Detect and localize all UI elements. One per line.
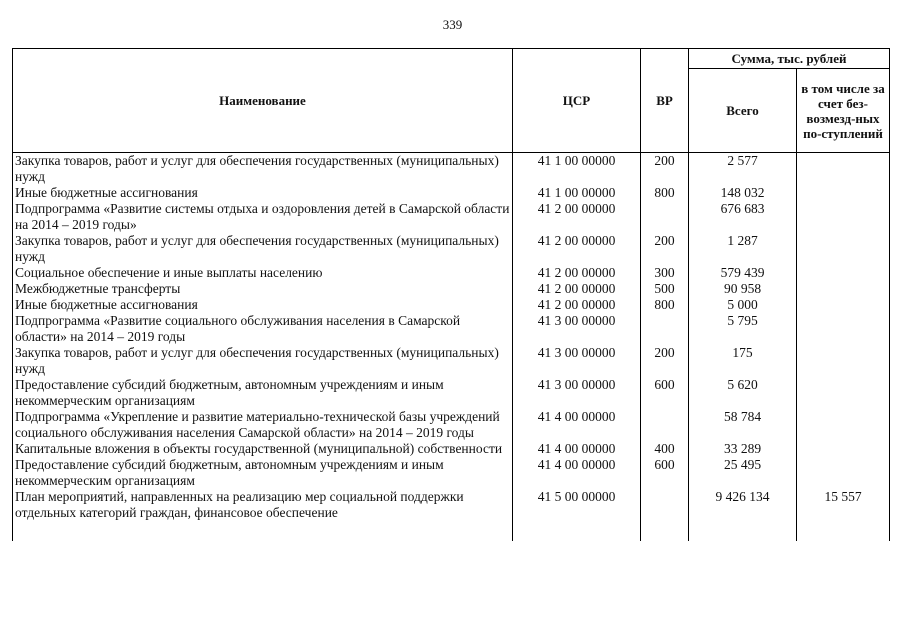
header-name: Наименование [13, 49, 513, 153]
cell-name: Закупка товаров, работ и услуг для обеспечения государственных (муниципальных) нужд [13, 153, 513, 186]
cell-total: 148 032 [689, 185, 797, 201]
cell-gratis [797, 441, 890, 457]
table-row [13, 185, 890, 201]
cell-csr: 41 2 00 00000 [513, 265, 641, 281]
cell-name: Иные бюджетные ассигнования [13, 297, 513, 313]
header-csr: ЦСР [513, 49, 641, 153]
cell-total: 676 683 [689, 201, 797, 233]
cell-vr [641, 201, 689, 233]
header-sum: Сумма, тыс. рублей [689, 49, 890, 69]
cell-csr: 41 1 00 00000 [513, 185, 641, 201]
cell-csr: 41 4 00 00000 [513, 441, 641, 457]
cell-csr: 41 5 00 00000 [513, 489, 641, 541]
cell-vr [641, 313, 689, 345]
cell-vr: 500 [641, 281, 689, 297]
cell-gratis [797, 377, 890, 409]
cell-name: Подпрограмма «Развитие социального обслуживания населения в Самарской области» на 2014 – 2019 годы [13, 313, 513, 345]
cell-vr: 800 [641, 185, 689, 201]
cell-total: 25 495 [689, 457, 797, 489]
cell-name: План мероприятий, направленных на реализацию мер социальной поддержки отдельных категорий граждан, финансовое обеспечение [13, 489, 513, 541]
cell-name: Предоставление субсидий бюджетным, автономным учреждениям и иным некоммерческим организациям [13, 377, 513, 409]
cell-name: Подпрограмма «Развитие системы отдыха и оздоровления детей в Самарской области на 2014 – 2019 годы» [13, 201, 513, 233]
cell-gratis [797, 153, 890, 186]
cell-name: Предоставление субсидий бюджетным, автономным учреждениям и иным некоммерческим организациям [13, 457, 513, 489]
table-row [13, 233, 890, 265]
cell-csr: 41 1 00 00000 [513, 153, 641, 186]
cell-total: 5 620 [689, 377, 797, 409]
table-row [13, 345, 890, 377]
cell-csr: 41 4 00 00000 [513, 457, 641, 489]
cell-vr: 600 [641, 457, 689, 489]
cell-gratis [797, 201, 890, 233]
cell-total: 1 287 [689, 233, 797, 265]
cell-csr: 41 3 00 00000 [513, 313, 641, 345]
table-row [13, 377, 890, 409]
cell-vr: 600 [641, 377, 689, 409]
header-total: Всего [689, 69, 797, 153]
cell-csr: 41 2 00 00000 [513, 281, 641, 297]
header-gratis: в том числе за счет без-возмезд-ных по-ступлений [797, 69, 890, 153]
table-row [13, 457, 890, 489]
cell-csr: 41 3 00 00000 [513, 377, 641, 409]
header-vr: ВР [641, 49, 689, 153]
table-row [13, 265, 890, 281]
cell-total: 9 426 134 [689, 489, 797, 541]
cell-total: 2 577 [689, 153, 797, 186]
cell-vr: 200 [641, 345, 689, 377]
cell-name: Капитальные вложения в объекты государственной (муниципальной) собственности [13, 441, 513, 457]
cell-csr: 41 2 00 00000 [513, 297, 641, 313]
cell-gratis [797, 233, 890, 265]
cell-total: 33 289 [689, 441, 797, 457]
cell-total: 58 784 [689, 409, 797, 441]
cell-csr: 41 4 00 00000 [513, 409, 641, 441]
cell-vr [641, 409, 689, 441]
cell-total: 579 439 [689, 265, 797, 281]
cell-gratis [797, 185, 890, 201]
cell-csr: 41 3 00 00000 [513, 345, 641, 377]
table-row [13, 201, 890, 233]
cell-vr: 200 [641, 153, 689, 186]
table-row [13, 409, 890, 441]
table-row [13, 281, 890, 297]
cell-gratis [797, 281, 890, 297]
cell-gratis [797, 457, 890, 489]
cell-gratis [797, 297, 890, 313]
cell-name: Межбюджетные трансферты [13, 281, 513, 297]
table-row [13, 489, 890, 541]
cell-gratis [797, 409, 890, 441]
cell-name: Подпрограмма «Укрепление и развитие материально-технической базы учреждений социального обслуживания населения Самарской области» на 2014 – 2019 годы [13, 409, 513, 441]
cell-vr: 300 [641, 265, 689, 281]
cell-total: 5 795 [689, 313, 797, 345]
page-number: 339 [442, 17, 463, 32]
cell-gratis [797, 313, 890, 345]
cell-total: 90 958 [689, 281, 797, 297]
cell-total: 5 000 [689, 297, 797, 313]
cell-gratis: 15 557 [797, 489, 890, 541]
cell-gratis [797, 345, 890, 377]
budget-table [12, 48, 890, 541]
cell-vr: 800 [641, 297, 689, 313]
cell-gratis [797, 265, 890, 281]
cell-vr: 200 [641, 233, 689, 265]
table-row [13, 297, 890, 313]
cell-name: Иные бюджетные ассигнования [13, 185, 513, 201]
cell-csr: 41 2 00 00000 [513, 201, 641, 233]
cell-total: 175 [689, 345, 797, 377]
table-body [13, 153, 890, 542]
table-row [13, 153, 890, 186]
cell-csr: 41 2 00 00000 [513, 233, 641, 265]
cell-vr: 400 [641, 441, 689, 457]
table-row [13, 441, 890, 457]
cell-name: Социальное обеспечение и иные выплаты населению [13, 265, 513, 281]
cell-name: Закупка товаров, работ и услуг для обеспечения государственных (муниципальных) нужд [13, 233, 513, 265]
table-row [13, 313, 890, 345]
cell-vr [641, 489, 689, 541]
cell-name: Закупка товаров, работ и услуг для обеспечения государственных (муниципальных) нужд [13, 345, 513, 377]
